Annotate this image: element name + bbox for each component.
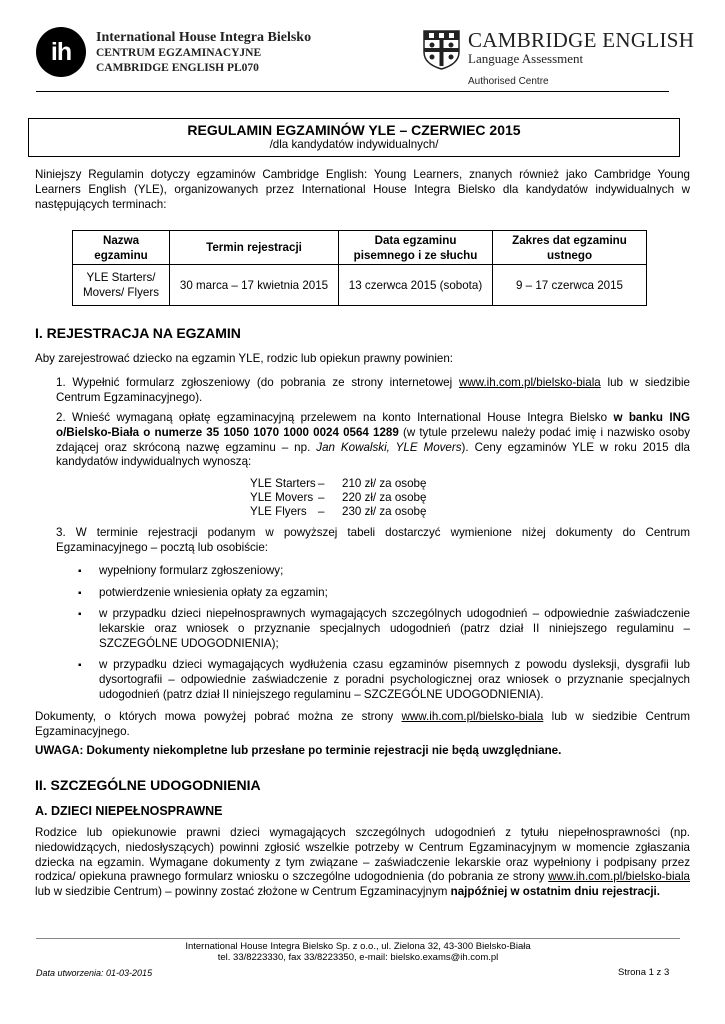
table-header: Data egzaminu pisemnego i ze słuchu xyxy=(339,231,493,265)
bullet-icon: ▪ xyxy=(78,660,82,671)
special-needs-text-mid: lub w siedzibie Centrum) – powinny zostać złożone w Centrum Egzaminacyjnym xyxy=(35,885,451,899)
ih-logo-text: ih xyxy=(50,37,72,66)
section-heading: II. SZCZEGÓLNE UDOGODNIENIA xyxy=(35,777,261,793)
step-2-text: 2. Wnieść wymaganą opłatę egzaminacyjną przelewem na konto International House Integra Bielsko xyxy=(56,411,614,424)
footer-contact: tel. 33/8223330, fax 33/8223350, e-mail: bielsko.exams@ih.com.pl xyxy=(217,952,499,963)
fee-exam: YLE Starters xyxy=(250,477,316,490)
ih-logo xyxy=(36,27,86,77)
bullet-icon: ▪ xyxy=(78,588,82,599)
special-needs-paragraph xyxy=(35,826,690,900)
table-header: Termin rejestracji xyxy=(170,231,339,265)
fee-price: 230 zł/ za osobę xyxy=(342,505,427,518)
page-subtitle: /dla kandydatów indywidualnych/ xyxy=(269,138,439,151)
table-cell: YLE Starters/ Movers/ Flyers xyxy=(73,265,170,306)
cambridge-title: CAMBRIDGE ENGLISH xyxy=(468,28,695,52)
table-cell: 13 czerwca 2015 (sobota) xyxy=(339,265,493,306)
transfer-example: Jan Kowalski, YLE Movers xyxy=(316,440,462,454)
list-item: w przypadku dzieci niepełnosprawnych wymagających szczególnych udogodnień – odpowiednie zaświadczenie lekarskie oraz wniosek o przyznanie specjalnych udogodnień (patrz dział II niniejszego regulaminu – SZCZEGÓLNE UDOGODNIENIA); xyxy=(99,607,690,650)
section-heading: I. REJESTRACJA NA EGZAMIN xyxy=(35,325,241,341)
intro-paragraph: Niniejszy Regulamin dotyczy egzaminów Cambridge English: Young Learners, znanych również jako Cambridge Young Learners English (YLE), organizowanych przez International House Integra Bielsko dla kandydatów indywidualnych w następujących terminach: xyxy=(35,168,690,211)
ih-org-block xyxy=(96,30,311,76)
documents-text: Dokumenty, o których mowa powyżej pobrać można ze strony xyxy=(35,710,402,723)
footer xyxy=(36,941,680,963)
step-1 xyxy=(56,376,690,406)
header-divider xyxy=(36,91,669,92)
bank-account: w banku ING o/Bielsko-Biała o numerze 35 1050 1070 1000 0024 0564 1289 xyxy=(56,411,690,439)
fee-row xyxy=(250,491,426,505)
table-cell: 30 marca – 17 kwietnia 2015 xyxy=(170,265,339,306)
documents-note xyxy=(35,710,690,740)
list-item: wypełniony formularz zgłoszeniowy; xyxy=(99,564,284,577)
table-cell: 9 – 17 czerwca 2015 xyxy=(493,265,647,306)
fee-exam: YLE Flyers xyxy=(250,505,307,518)
footer-address: International House Integra Bielsko Sp. z o.o., ul. Zielona 32, 43-300 Bielsko-Biała xyxy=(185,941,531,952)
website-link[interactable]: www.ih.com.pl/bielsko-biala xyxy=(548,870,690,884)
table-header: Nazwa egzaminu xyxy=(73,231,170,265)
cambridge-subtitle: Language Assessment xyxy=(468,51,584,66)
step-2-text-mid: (w tytule przelewu należy podać imię i nazwisko osoby zdającej oraz skróconą nazwę egzaminu – np. xyxy=(56,425,690,454)
authorised-centre: Authorised Centre xyxy=(468,76,549,87)
website-link[interactable]: www.ih.com.pl/bielsko-biala xyxy=(458,376,601,389)
step-3: 3. W terminie rejestracji podanym w powyższej tabeli dostarczyć wymienione niżej dokumenty do Centrum Egzaminacyjnego – pocztą lub osobiście: xyxy=(56,526,690,554)
warning-note: UWAGA: Dokumenty niekompletne lub przesłane po terminie rejestracji nie będą uwzględniane. xyxy=(35,744,562,757)
center-label: CENTRUM EGZAMINACYJNE xyxy=(96,47,262,59)
center-code: CAMBRIDGE ENGLISH PL070 xyxy=(96,62,259,74)
website-link[interactable]: www.ih.com.pl/bielsko-biala xyxy=(401,710,544,723)
special-needs-text: Rodzice lub opiekunowie prawni dzieci wymagających szczególnych udogodnień z tytułu niepełnosprawności (np. niedowidzących, niedosłyszących) powinni zgłosić wszelkie potrzeby w Centrum Egzaminacyjnym w momencie zgłaszania dziecka na egzamin. Wymagane dokumenty z tym związane – zaświadczenie lekarskie oraz wypełniony i podpisany przez rodzica/ opiekuna prawnego formularz wniosku o szczególne udogodnienia (do pobrania ze strony xyxy=(35,826,690,884)
deadline-emphasis: najpóźniej w ostatnim dniu rejestracji. xyxy=(450,885,660,899)
page-number: Strona 1 z 3 xyxy=(618,967,670,978)
fee-row xyxy=(250,477,426,491)
list-item: w przypadku dzieci wymagających wydłużenia czasu egzaminów pisemnych z powodu dysleksji, dysgrafii lub dysortografii – odpowiednie zaświadczenie z poradni psychologicznej oraz wniosek o przyznanie specjalnych udogodnień (patrz dział II niniejszego regulaminu – SZCZEGÓLNE UDOGODNIENIA). xyxy=(99,658,690,701)
step-2-text-end: ). Ceny egzaminów YLE w roku 2015 dla kandydatów indywidualnych wynoszą: xyxy=(56,440,691,469)
fee-dash: – xyxy=(318,477,325,490)
step-2 xyxy=(56,411,690,470)
title-box xyxy=(28,118,680,157)
step-1-text-end: lub w siedzibie Centrum Egzaminacyjnego). xyxy=(56,376,690,404)
fee-exam: YLE Movers xyxy=(250,491,314,504)
creation-date: Data utworzenia: 01-03-2015 xyxy=(36,968,153,978)
documents-text-end: lub w siedzibie Centrum Egzaminacyjnego. xyxy=(35,710,690,738)
fee-dash: – xyxy=(318,491,325,504)
section1-lead: Aby zarejestrować dziecko na egzamin YLE, rodzic lub opiekun prawny powinien: xyxy=(35,352,454,365)
fee-list xyxy=(250,477,426,519)
cambridge-crest-icon xyxy=(423,30,460,70)
page-title: REGULAMIN EGZAMINÓW YLE – CZERWIEC 2015 xyxy=(187,122,521,138)
bullet-icon: ▪ xyxy=(78,609,82,620)
fee-row xyxy=(250,505,426,519)
step-1-text: 1. Wypełnić formularz zgłoszeniowy (do pobrania ze strony internetowej xyxy=(56,376,459,389)
fee-dash: – xyxy=(318,505,325,518)
fee-price: 210 zł/ za osobę xyxy=(342,477,427,490)
org-name: International House Integra Bielsko xyxy=(96,30,312,45)
bullet-icon: ▪ xyxy=(78,566,82,577)
cambridge-block xyxy=(468,29,694,88)
subsection-heading: A. DZIECI NIEPEŁNOSPRAWNE xyxy=(35,804,223,818)
table-header: Zakres dat egzaminu ustnego xyxy=(493,231,647,265)
table-row xyxy=(73,265,647,306)
exam-terms-table xyxy=(72,230,647,306)
fee-price: 220 zł/ za osobę xyxy=(342,491,427,504)
table-header-row xyxy=(73,231,647,265)
list-item: potwierdzenie wniesienia opłaty za egzamin; xyxy=(99,586,328,599)
footer-divider xyxy=(36,938,680,939)
